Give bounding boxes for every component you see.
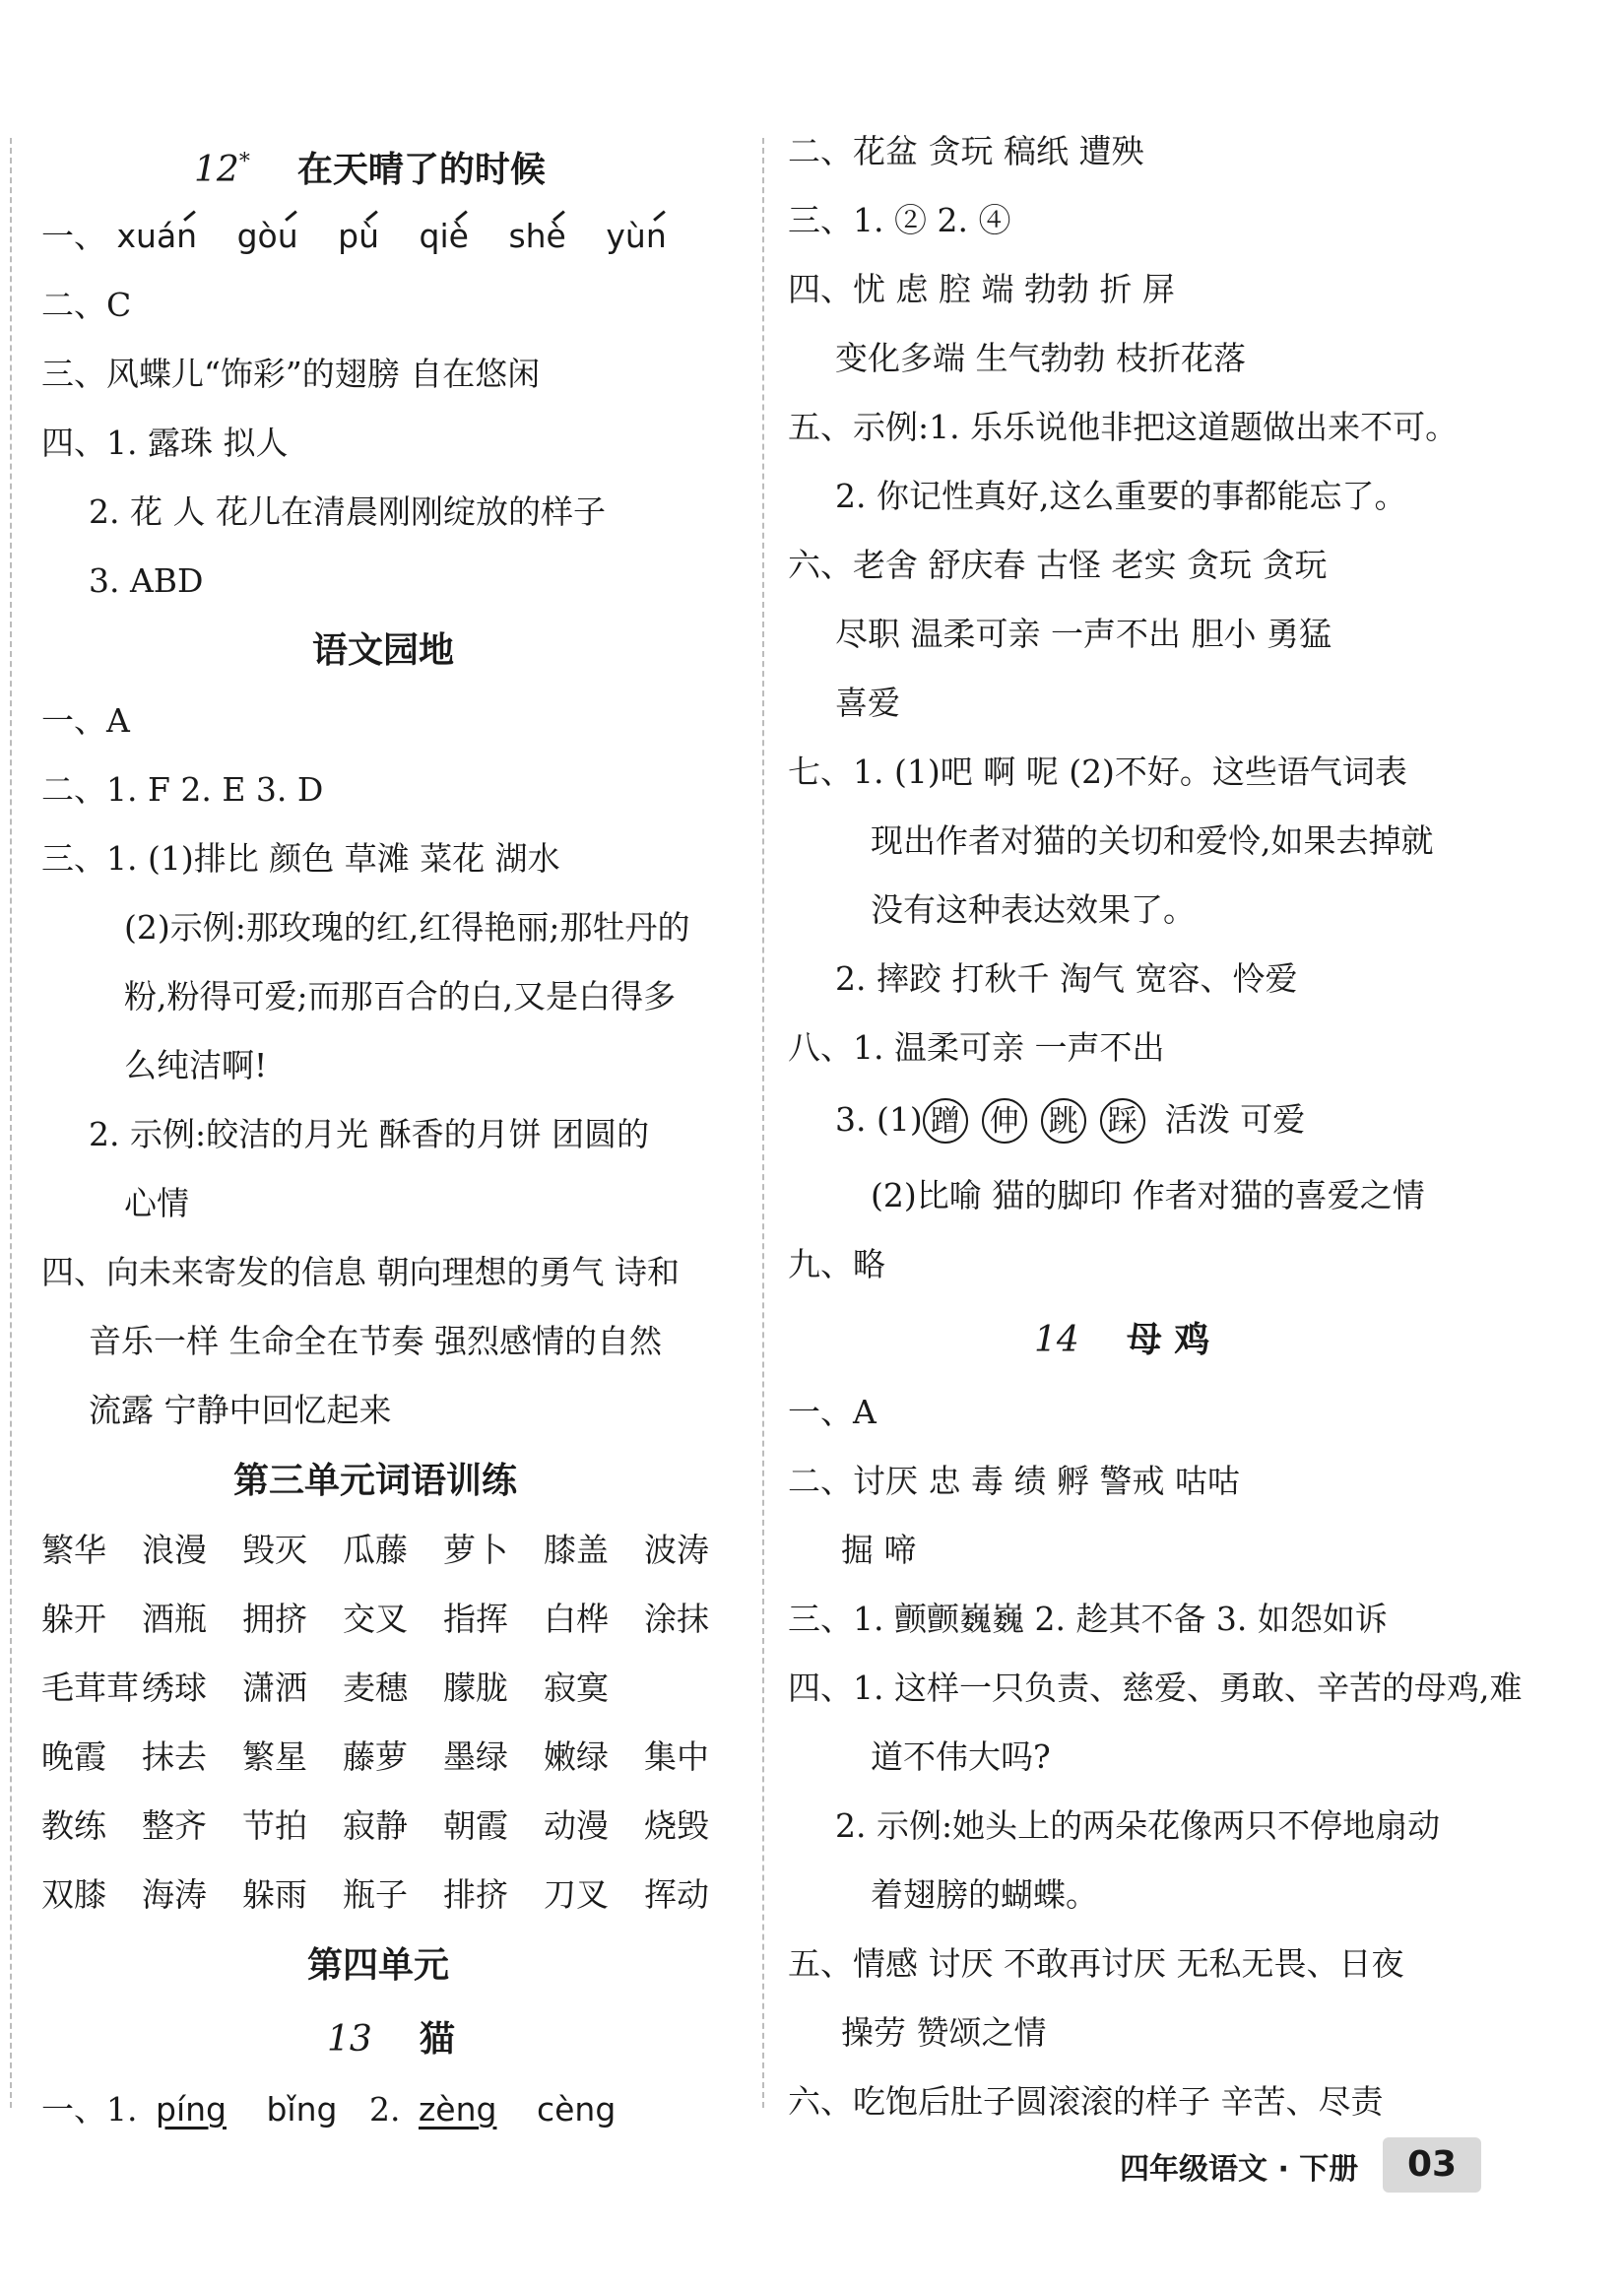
ywyd-line-2: 二、1. F 2. E 3. D <box>41 770 324 809</box>
left-margin-rule <box>10 138 12 2108</box>
s12-line-6: 3. ABD <box>89 561 204 600</box>
vocab-word: 烧毁 <box>644 1806 709 1845</box>
s14-line-10: 操劳 赞颂之情 <box>841 2013 1047 2052</box>
ywyd-line-3: 三、1. (1)排比 颜色 草滩 菜花 湖水 <box>41 839 560 878</box>
vocab-word: 瓶子 <box>343 1875 408 1914</box>
r-line-4: 变化多端 生气勃勃 枝折花落 <box>835 339 1246 377</box>
vocab-word: 毁灭 <box>242 1531 307 1569</box>
pinyin-item: yùn <box>606 215 666 258</box>
page-number: 03 <box>1383 2137 1481 2193</box>
ywyd-line-1: 一、A <box>41 701 130 740</box>
circled-char: 蹭 <box>923 1098 968 1144</box>
r-line-9: 喜爱 <box>835 684 900 722</box>
vocab-word: 刀叉 <box>544 1875 609 1914</box>
circled-char: 跳 <box>1041 1098 1086 1144</box>
ywyd-line-10: 音乐一样 生命全在节奏 强烈感情的自然 <box>89 1322 662 1360</box>
section-12-number: 12 <box>194 150 239 190</box>
vocab-row <box>41 1667 644 1710</box>
r-line-14: 八、1. 温柔可亲 一声不出 <box>788 1028 1165 1067</box>
ywyd-line-5: 粉,粉得可爱;而那百合的白,又是白得多 <box>124 977 677 1015</box>
vocab-word: 繁星 <box>242 1737 307 1776</box>
vocab-word: 动漫 <box>544 1806 609 1845</box>
r-line-8: 尽职 温柔可亲 一声不出 胆小 勇猛 <box>835 615 1332 653</box>
vocab-word: 嫩绿 <box>544 1737 609 1776</box>
r-line-13: 2. 摔跤 打秋千 淘气 宽容、怜爱 <box>835 959 1298 998</box>
vocab-word: 朦胧 <box>443 1669 508 1707</box>
r-line-6: 2. 你记性真好,这么重要的事都能忘了。 <box>835 477 1407 515</box>
vocab-word: 墨绿 <box>443 1737 508 1776</box>
s12-line-3: 三、风蝶儿“饰彩”的翅膀 自在悠闲 <box>41 355 541 393</box>
r-line-10: 七、1. (1)吧 啊 呢 (2)不好。这些语气词表 <box>788 753 1407 791</box>
section-12-heading: 在天晴了的时候 <box>296 149 546 190</box>
r-line-17: 九、略 <box>788 1245 885 1283</box>
s13-line-1: 一、1. píng bǐng 2. zèng cèng <box>41 2090 617 2129</box>
vocab-word: 指挥 <box>443 1600 508 1638</box>
pinyin-item: zèng <box>418 2090 497 2129</box>
r-line-1: 二、花盆 贪玩 稿纸 遭殃 <box>788 132 1144 170</box>
vocab-row <box>41 1736 745 1779</box>
vocab-word: 教练 <box>41 1806 106 1845</box>
vocab-word: 波涛 <box>644 1531 709 1569</box>
pinyin-item: pù <box>338 215 379 258</box>
pinyin-item: píng <box>156 2090 227 2129</box>
s14-line-1: 一、A <box>788 1393 877 1431</box>
r-line-16: (2)比喻 猫的脚印 作者对猫的喜爱之情 <box>871 1176 1425 1214</box>
column-divider <box>762 138 764 2108</box>
vocab-word: 寂寞 <box>544 1669 609 1707</box>
vocab-word: 节拍 <box>242 1806 307 1845</box>
ywyd-line-7: 2. 示例:皎洁的月光 酥香的月饼 团圆的 <box>89 1115 650 1153</box>
r-line-5: 五、示例:1. 乐乐说他非把这道题做出来不可。 <box>788 408 1459 446</box>
vocab-word: 白桦 <box>544 1600 609 1638</box>
vocab-word: 浪漫 <box>142 1531 207 1569</box>
vocab-word: 麦穗 <box>343 1669 408 1707</box>
vocab-word: 膝盖 <box>544 1531 609 1569</box>
pinyin-item: cèng <box>536 2090 617 2129</box>
yuwen-yuandi-title: 语文园地 <box>312 629 455 671</box>
vocab-word: 双膝 <box>41 1875 106 1914</box>
s14-line-9: 五、情感 讨厌 不敢再讨厌 无私无畏、日夜 <box>788 1944 1404 1983</box>
r-line-2: 三、1. ② 2. ④ <box>788 201 1011 239</box>
s14-line-11: 六、吃饱后肚子圆滚滚的样子 辛苦、尽责 <box>788 2082 1384 2121</box>
pinyin-item: bǐng <box>266 2090 338 2129</box>
vocab-word: 潇洒 <box>242 1669 307 1707</box>
vocab-word: 萝卜 <box>443 1531 508 1569</box>
section-13-number: 13 <box>327 2019 372 2060</box>
section-12-title <box>194 138 546 195</box>
vocab-word: 绣球 <box>142 1669 207 1707</box>
vocab-word: 朝霞 <box>443 1806 508 1845</box>
s12-line-5: 2. 花 人 花儿在清晨刚刚绽放的样子 <box>89 492 606 531</box>
r-line-7: 六、老舍 舒庆春 古怪 老实 贪玩 贪玩 <box>788 546 1328 584</box>
vocab-word: 躲雨 <box>242 1875 307 1914</box>
vocab-row <box>41 1598 745 1641</box>
section-12-star: * <box>238 150 250 174</box>
vocab-word: 海涛 <box>142 1875 207 1914</box>
pinyin-item: shè <box>508 215 565 258</box>
vocab-row <box>41 1804 745 1848</box>
vocab-word: 瓜藤 <box>343 1531 408 1569</box>
vocab-row <box>41 1529 745 1572</box>
vocab-word: 躲开 <box>41 1600 106 1638</box>
section-14-title <box>1034 1315 1209 1365</box>
ywyd-line-9: 四、向未来寄发的信息 朝向理想的勇气 诗和 <box>41 1253 680 1291</box>
vocab-word: 藤萝 <box>343 1737 408 1776</box>
section-14-number: 14 <box>1034 1320 1079 1360</box>
vocab-word: 挥动 <box>644 1875 709 1914</box>
vocab-word: 晚霞 <box>41 1737 106 1776</box>
ywyd-line-11: 流露 宁静中回忆起来 <box>89 1391 392 1429</box>
r-line-15: 3. (1) 蹭 伸 跳 踩 活泼 可爱 <box>835 1098 1305 1144</box>
s14-line-5: 四、1. 这样一只负责、慈爱、勇敢、辛苦的母鸡,难 <box>788 1669 1523 1707</box>
s12-line-1: 一、 xuán gòu pù qiè shè yùn <box>41 215 667 258</box>
s14-line-4: 三、1. 颤颤巍巍 2. 趁其不备 3. 如怨如诉 <box>788 1600 1388 1638</box>
unit-3-vocab-title: 第三单元词语训练 <box>233 1460 518 1501</box>
vocab-word: 排挤 <box>443 1875 508 1914</box>
vocab-word: 毛茸茸 <box>41 1669 139 1707</box>
s12-line-2: 二、C <box>41 286 132 324</box>
vocab-word: 交叉 <box>343 1600 408 1638</box>
r-line-11: 现出作者对猫的关切和爱怜,如果去掉就 <box>871 821 1434 860</box>
ywyd-line-4: (2)示例:那玫瑰的红,红得艳丽;那牡丹的 <box>124 908 690 947</box>
vocab-word: 涂抹 <box>644 1600 709 1638</box>
vocab-row <box>41 1873 745 1917</box>
footer-book-label: 四年级语文 · 下册 <box>1120 2152 1359 2187</box>
s12-line-4: 四、1. 露珠 拟人 <box>41 424 289 462</box>
vocab-word: 整齐 <box>142 1806 207 1845</box>
vocab-word: 抹去 <box>142 1737 207 1776</box>
ywyd-line-6: 么纯洁啊! <box>124 1046 268 1084</box>
s14-line-7: 2. 示例:她头上的两朵花像两只不停地扇动 <box>835 1806 1441 1845</box>
r-line-12: 没有这种表达效果了。 <box>871 890 1196 929</box>
vocab-word: 寂静 <box>343 1806 408 1845</box>
vocab-word: 集中 <box>644 1737 709 1776</box>
pinyin-item: xuán <box>117 215 198 258</box>
s14-line-8: 着翅膀的蝴蝶。 <box>871 1875 1098 1914</box>
vocab-word: 拥挤 <box>242 1600 307 1638</box>
vocab-word: 繁华 <box>41 1531 106 1569</box>
ywyd-line-8: 心情 <box>124 1184 189 1222</box>
circled-char: 伸 <box>982 1098 1027 1144</box>
section-14-heading: 母 鸡 <box>1126 1319 1210 1360</box>
pinyin-item: qiè <box>420 215 469 258</box>
s14-line-6: 道不伟大吗? <box>871 1737 1051 1776</box>
vocab-word: 酒瓶 <box>142 1600 207 1638</box>
unit-4-title: 第四单元 <box>307 1944 450 1986</box>
r-line-3: 四、忧 虑 腔 端 勃勃 折 屏 <box>788 270 1175 308</box>
section-13-title <box>327 2014 455 2064</box>
pinyin-item: gòu <box>237 215 298 258</box>
circled-char: 踩 <box>1100 1098 1145 1144</box>
s14-line-2: 二、讨厌 忠 毒 绩 孵 警戒 咕咕 <box>788 1462 1240 1500</box>
section-13-heading: 猫 <box>419 2018 455 2060</box>
s14-line-3: 掘 啼 <box>841 1531 917 1569</box>
